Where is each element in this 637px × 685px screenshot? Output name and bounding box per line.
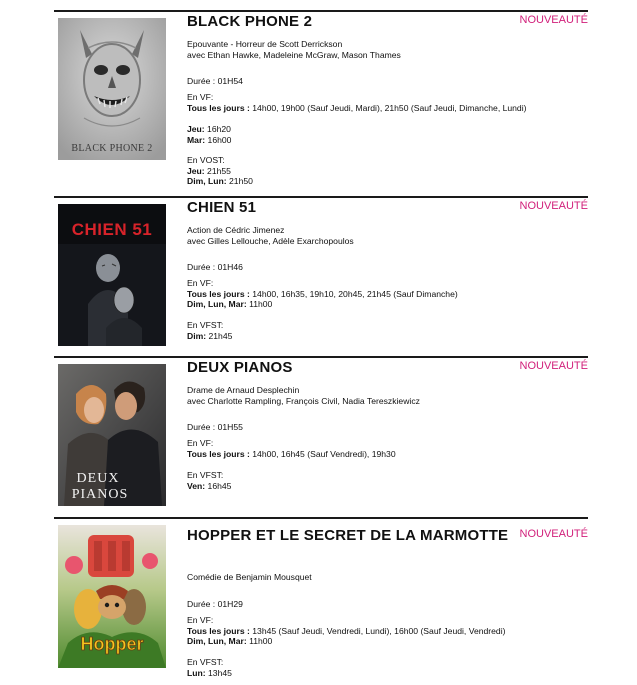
times: 14h00, 16h45 (Sauf Vendredi), 19h30 (249, 448, 396, 459)
cast: avec Ethan Hawke, Madeleine McGraw, Mason Thames (187, 49, 401, 60)
showtime-line (187, 449, 396, 460)
movie-poster[interactable] (58, 525, 166, 668)
showtimes-vost (187, 155, 253, 187)
times: 16h45 (205, 480, 232, 491)
genre-director: Comédie de Benjamin Mousquet (187, 572, 312, 582)
showtimes-vf (187, 438, 396, 459)
day-label: Tous les jours : (187, 625, 250, 636)
version-label: En VF: (187, 278, 214, 288)
day-label: Mar: (187, 134, 206, 145)
showtimes-vfst (187, 470, 231, 491)
times: 21h50 (226, 176, 253, 186)
movie-poster[interactable] (58, 18, 166, 160)
showtime-line (187, 331, 232, 342)
movie-title[interactable]: DEUX PIANOS (187, 359, 293, 376)
movie-title[interactable]: HOPPER ET LE SECRET DE LA MARMOTTE (187, 527, 509, 544)
duration: Durée : 01H54 (187, 76, 243, 86)
showtimes-vfst (187, 657, 232, 678)
day-label: Tous les jours : (187, 102, 250, 113)
movie-poster[interactable] (58, 204, 166, 346)
cast: avec Gilles Lellouche, Adèle Exarchopoulos (187, 235, 354, 246)
showtime-line (187, 299, 458, 310)
movie-card-deux-pianos (54, 356, 588, 519)
showtime-line (187, 176, 253, 187)
showtimes-vf (187, 278, 458, 310)
version-label: En VOST: (187, 155, 225, 165)
cast: avec Charlotte Rampling, François Civil, Nadia Tereszkiewicz (187, 395, 420, 406)
movie-credits (187, 225, 354, 246)
times: 13h45 (Sauf Jeudi, Vendredi, Lundi), 16h00 (Sauf Jeudi, Vendredi) (249, 625, 506, 636)
movie-title[interactable]: BLACK PHONE 2 (187, 13, 313, 30)
showtime-line (187, 289, 458, 300)
movie-card-black-phone-2 (54, 10, 588, 198)
showtime-line (187, 103, 526, 114)
movie-credits (187, 39, 401, 60)
day-label: Dim, Lun, Mar: (187, 299, 247, 309)
version-label: En VFST: (187, 470, 224, 480)
version-label: En VFST: (187, 320, 224, 330)
day-label: Tous les jours : (187, 448, 250, 459)
showtime-line (187, 124, 231, 135)
day-label: Dim: (187, 330, 207, 341)
showtimes-vf (187, 92, 526, 113)
showtime-line (187, 135, 231, 146)
poster-title-text: BLACK PHONE 2 (71, 143, 153, 154)
genre-director: Action de Cédric Jimenez (187, 225, 285, 235)
times: 16h20 (204, 124, 231, 134)
times: 14h00, 16h35, 19h10, 20h45, 21h45 (Sauf Dimanche) (249, 288, 458, 299)
genre-director: Epouvante - Horreur de Scott Derrickson (187, 39, 343, 49)
new-release-badge: NOUVEAUTÉ (519, 360, 588, 372)
poster-title-text: CHIEN 51 (71, 220, 153, 239)
new-release-badge: NOUVEAUTÉ (519, 14, 588, 26)
times: 11h00 (246, 299, 273, 309)
day-label: Jeu: (187, 124, 205, 134)
movie-credits (187, 385, 420, 406)
times: 14h00, 19h00 (Sauf Jeudi, Mardi), 21h50 (Sauf Jeudi, Dimanche, Lundi) (249, 102, 527, 113)
movie-card-chien-51 (54, 196, 588, 358)
version-label: En VF: (187, 92, 214, 102)
showtime-line (187, 668, 232, 679)
day-label: Tous les jours : (187, 288, 250, 299)
version-label: En VF: (187, 438, 214, 448)
new-release-badge: NOUVEAUTÉ (519, 200, 588, 212)
day-label: Dim, Lun, Mar: (187, 636, 247, 646)
movie-card-hopper (54, 517, 588, 685)
times: 13h45 (205, 667, 232, 678)
poster-title-line-2: PIANOS (71, 487, 129, 502)
showtime-line (187, 636, 505, 647)
duration: Durée : 01H46 (187, 262, 243, 272)
duration: Durée : 01H29 (187, 599, 243, 609)
day-label: Jeu: (187, 165, 205, 176)
showtime-line (187, 481, 231, 492)
genre-director: Drame de Arnaud Desplechin (187, 385, 300, 395)
duration: Durée : 01H55 (187, 422, 243, 432)
showtime-line (187, 626, 505, 637)
poster-title-line-1: DEUX (76, 471, 120, 486)
day-label: Ven: (187, 480, 206, 491)
version-label: En VF: (187, 615, 214, 625)
day-label: Dim, Lun: (187, 176, 227, 186)
showtime-line (187, 166, 253, 177)
showtimes-vf (187, 615, 505, 647)
version-label: En VFST: (187, 657, 224, 667)
showtimes-extra (187, 124, 231, 145)
times: 21h55 (204, 165, 231, 176)
day-label: Lun: (187, 667, 206, 678)
showtimes-vfst (187, 320, 232, 341)
movie-title[interactable]: CHIEN 51 (187, 199, 257, 216)
new-release-badge: NOUVEAUTÉ (519, 528, 588, 540)
movie-poster[interactable] (58, 364, 166, 506)
times: 21h45 (206, 330, 233, 341)
times: 11h00 (246, 636, 273, 646)
poster-title-text: Hopper (80, 634, 144, 654)
times: 16h00 (205, 134, 232, 145)
